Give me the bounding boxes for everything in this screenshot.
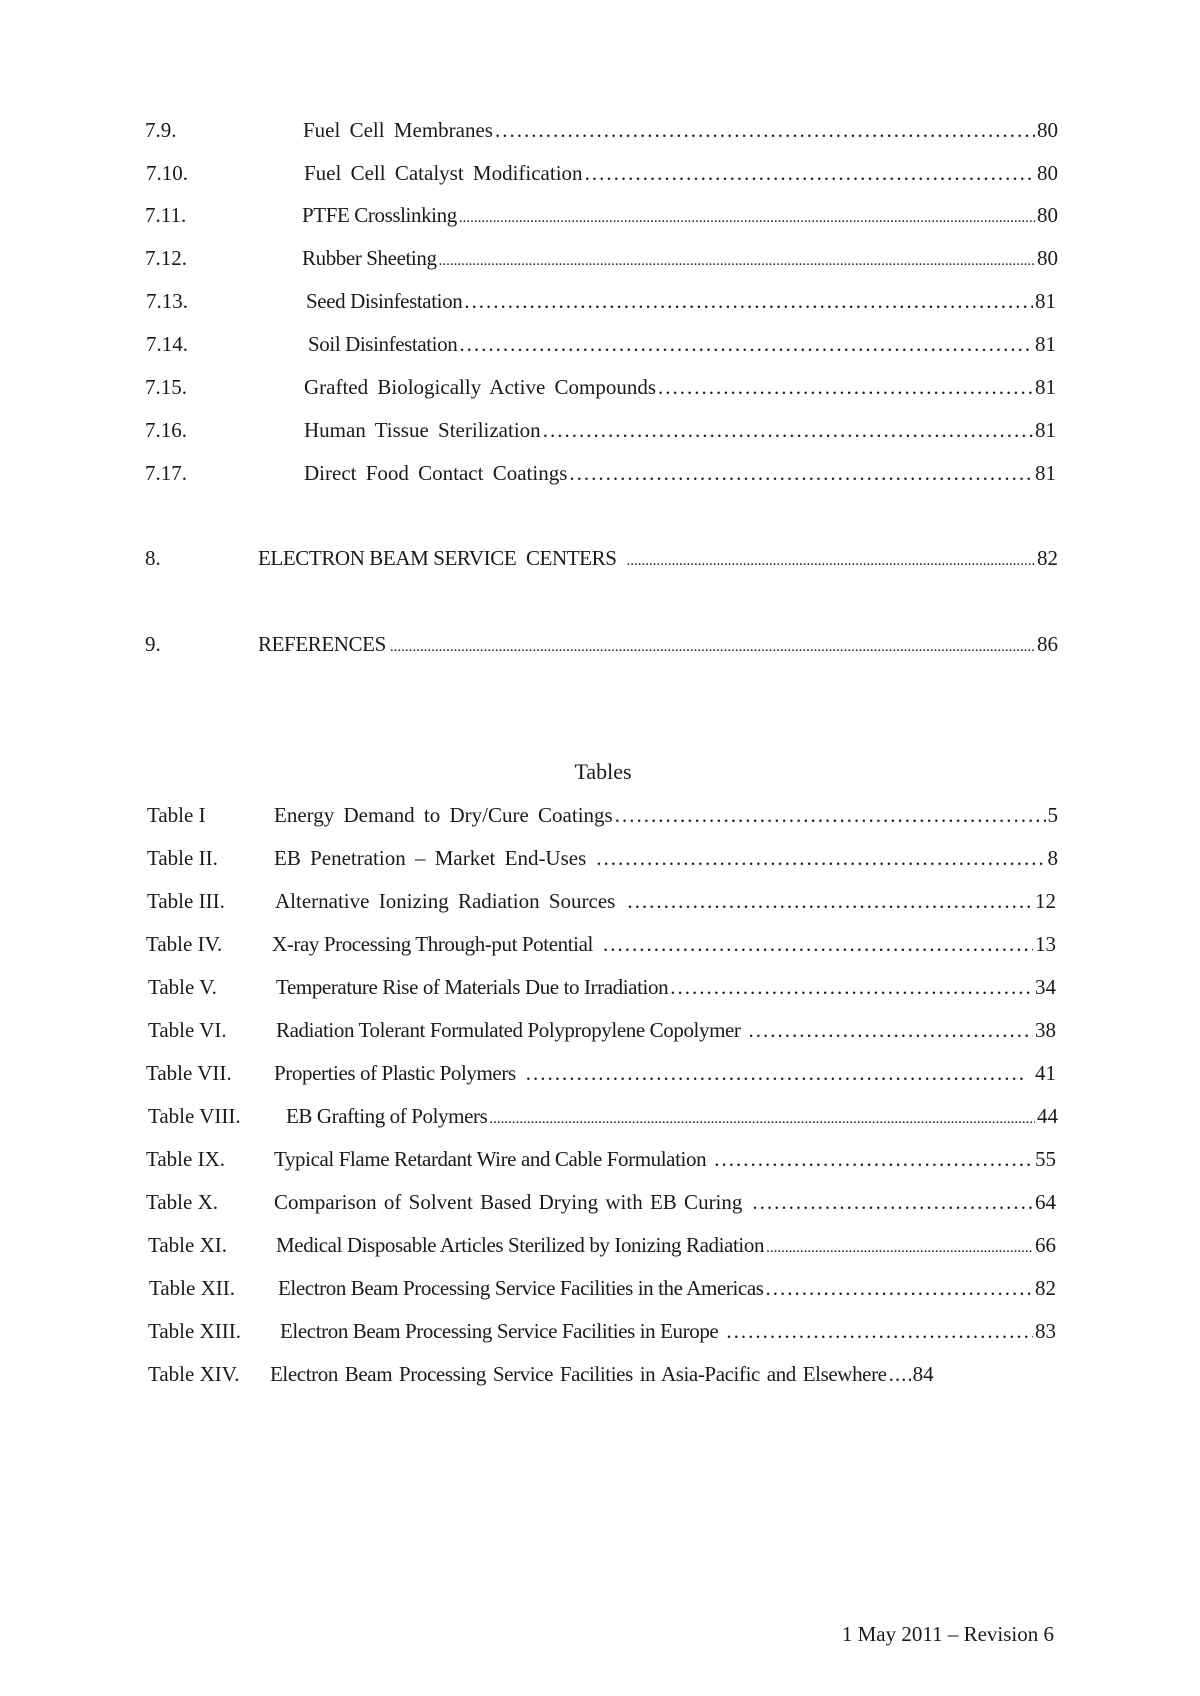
table-page: 8 — [1047, 846, 1058, 870]
table-label: Table X. — [146, 1190, 219, 1214]
leader-dots — [569, 458, 1033, 488]
toc-entry-number: 7.12. — [145, 246, 187, 270]
table-entry[interactable] — [148, 1015, 1056, 1045]
leader-dots — [766, 1233, 1033, 1263]
toc-entry-title: Rubber Sheeting — [302, 246, 437, 270]
table-title: Properties of Plastic Polymers — [274, 1061, 516, 1085]
leader-dots — [459, 203, 1035, 233]
table-label: Table II. — [147, 846, 218, 870]
table-page: 41 — [1035, 1061, 1056, 1085]
toc-entry-7-17[interactable] — [145, 458, 1056, 488]
table-title: EB Penetration – Market End-Uses — [274, 846, 587, 870]
leader-dots — [495, 115, 1035, 145]
table-label: Table VII. — [146, 1061, 232, 1085]
toc-entry-title: Direct Food Contact Coatings — [304, 461, 568, 485]
toc-entry-7-12[interactable] — [145, 243, 1058, 273]
leader-dots — [585, 158, 1035, 188]
toc-section-8[interactable] — [145, 543, 1058, 573]
revision-footer: 1 May 2011 – Revision 6 — [841, 1622, 1054, 1646]
leader-dots — [670, 972, 1033, 1002]
leader-dots — [658, 372, 1033, 402]
leader-dots — [603, 929, 1033, 959]
table-title: Electron Beam Processing Service Facilities in the Americas — [278, 1276, 764, 1300]
leader-dots — [489, 1104, 1035, 1134]
table-entry[interactable] — [147, 843, 1058, 873]
table-entry[interactable] — [148, 972, 1056, 1002]
toc-section-number: 8. — [145, 546, 161, 570]
leader-dots — [439, 246, 1035, 276]
leader-dots — [752, 1187, 1033, 1217]
table-label: Table I — [147, 803, 206, 827]
leader-dots — [526, 1058, 1027, 1088]
table-page: 84 — [912, 1362, 934, 1386]
toc-section-title: ELECTRON BEAM SERVICE CENTERS — [258, 546, 617, 570]
leader-dots — [714, 1144, 1033, 1174]
toc-section-page: 82 — [1037, 546, 1058, 570]
table-entry[interactable] — [146, 1058, 1056, 1088]
toc-section-page: 86 — [1037, 632, 1058, 656]
table-title: X-ray Processing Through-put Potential — [272, 932, 593, 956]
leader-dots — [766, 1273, 1033, 1303]
toc-entry-number: 7.16. — [145, 418, 187, 442]
toc-section-title: REFERENCES — [258, 632, 386, 656]
leader-dots — [889, 1359, 911, 1389]
leader-dots — [464, 286, 1033, 316]
toc-entry-page: 80 — [1037, 118, 1058, 142]
toc-entry-page: 80 — [1037, 246, 1058, 270]
toc-entry-number: 7.15. — [145, 375, 187, 399]
leader-dots — [627, 546, 1036, 576]
toc-entry-page: 81 — [1035, 289, 1056, 313]
toc-entry-title: Fuel Cell Catalyst Modification — [304, 161, 583, 185]
toc-entry-7-16[interactable] — [145, 415, 1056, 445]
toc-entry-7-13[interactable] — [146, 286, 1056, 316]
toc-entry-7-14[interactable] — [146, 329, 1056, 359]
leader-dots — [459, 329, 1033, 359]
table-title: Comparison of Solvent Based Drying with EB Curing — [274, 1190, 743, 1214]
table-entry[interactable] — [148, 1101, 1058, 1131]
table-label: Table III. — [147, 889, 225, 913]
toc-entry-7-10[interactable] — [146, 158, 1058, 188]
toc-entry-page: 80 — [1037, 203, 1058, 227]
table-page: 44 — [1037, 1104, 1058, 1128]
table-label: Table XIV. — [148, 1362, 240, 1386]
toc-entry-7-11[interactable] — [145, 200, 1058, 230]
table-title: EB Grafting of Polymers — [286, 1104, 488, 1128]
toc-section-number: 9. — [145, 632, 161, 656]
table-title: Electron Beam Processing Service Facilities in Europe — [280, 1319, 719, 1343]
table-entry[interactable] — [146, 929, 1056, 959]
table-title: Medical Disposable Articles Sterilized by Ionizing Radiation — [276, 1233, 765, 1257]
table-page: 66 — [1035, 1233, 1056, 1257]
table-page: 82 — [1035, 1276, 1056, 1300]
table-page: 55 — [1035, 1147, 1056, 1171]
toc-entry-page: 81 — [1035, 375, 1056, 399]
toc-entry-number: 7.11. — [145, 203, 187, 227]
toc-entry-number: 7.14. — [146, 332, 188, 356]
leader-dots — [726, 1316, 1033, 1346]
table-label: Table IV. — [146, 932, 223, 956]
table-entry[interactable] — [148, 1316, 1056, 1346]
table-label: Table XIII. — [148, 1319, 241, 1343]
leader-dots — [390, 632, 1035, 662]
table-title: Typical Flame Retardant Wire and Cable Formulation — [274, 1147, 707, 1171]
table-label: Table XI. — [148, 1233, 227, 1257]
toc-entry-title: Grafted Biologically Active Compounds — [304, 375, 657, 399]
table-page: 12 — [1035, 889, 1056, 913]
table-page: 5 — [1047, 803, 1058, 827]
table-title: Alternative Ionizing Radiation Sources — [275, 889, 616, 913]
table-entry[interactable] — [148, 1359, 1056, 1389]
leader-dots — [543, 415, 1033, 445]
toc-entry-7-9[interactable] — [145, 115, 1058, 145]
table-page: 34 — [1035, 975, 1056, 999]
toc-entry-number: 7.9. — [145, 118, 177, 142]
toc-entry-number: 7.13. — [146, 289, 188, 313]
table-entry[interactable] — [147, 800, 1058, 830]
table-entry[interactable] — [147, 886, 1056, 916]
toc-entry-title: Seed Disinfestation — [306, 289, 463, 313]
table-label: Table XII. — [149, 1276, 235, 1300]
table-entry[interactable] — [146, 1187, 1056, 1217]
table-title: Electron Beam Processing Service Facilities in Asia-Pacific and Elsewhere — [270, 1362, 887, 1386]
tables-heading: Tables — [574, 759, 632, 784]
table-page: 64 — [1035, 1190, 1056, 1214]
table-title: Radiation Tolerant Formulated Polypropylene Copolymer — [276, 1018, 741, 1042]
toc-entry-title: Soil Disinfestation — [308, 332, 458, 356]
table-entry[interactable] — [148, 1230, 1056, 1260]
table-page: 13 — [1035, 932, 1056, 956]
leader-dots — [615, 800, 1046, 830]
toc-entry-title: PTFE Crosslinking — [302, 203, 457, 227]
leader-dots — [627, 886, 1033, 916]
toc-entry-title: Human Tissue Sterilization — [304, 418, 541, 442]
table-label: Table IX. — [146, 1147, 225, 1171]
table-page: 38 — [1035, 1018, 1056, 1042]
table-entry[interactable] — [149, 1273, 1056, 1303]
toc-entry-page: 81 — [1035, 418, 1056, 442]
toc-entry-page: 81 — [1035, 461, 1056, 485]
toc-entry-page: 80 — [1037, 161, 1058, 185]
toc-entry-number: 7.17. — [145, 461, 187, 485]
leader-dots — [596, 843, 1045, 873]
toc-entry-title: Fuel Cell Membranes — [303, 118, 493, 142]
table-title: Temperature Rise of Materials Due to Irradiation — [276, 975, 669, 999]
leader-dots — [749, 1015, 1033, 1045]
table-page: 83 — [1035, 1319, 1056, 1343]
toc-entry-page: 81 — [1035, 332, 1056, 356]
table-label: Table VIII. — [148, 1104, 241, 1128]
table-entry[interactable] — [146, 1144, 1056, 1174]
table-label: Table VI. — [148, 1018, 227, 1042]
table-title: Energy Demand to Dry/Cure Coatings — [274, 803, 613, 827]
toc-entry-number: 7.10. — [146, 161, 188, 185]
toc-section-9[interactable] — [145, 629, 1058, 659]
toc-entry-7-15[interactable] — [145, 372, 1056, 402]
table-label: Table V. — [148, 975, 217, 999]
